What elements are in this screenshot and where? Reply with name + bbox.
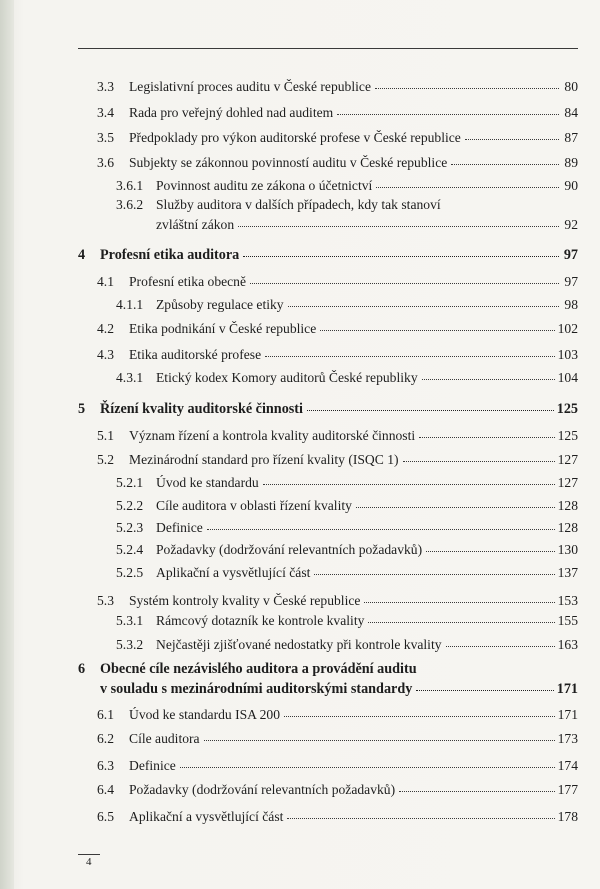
toc-entry-number: 5 (78, 401, 86, 417)
toc-entry-number: 5.2.1 (116, 475, 144, 490)
toc-entry-title: Požadavky (dodržování relevantních požadavků) (156, 542, 423, 557)
toc-entry-number: 4.3 (97, 347, 114, 362)
toc-entry-number: 3.3 (97, 79, 114, 94)
toc-leader-dots (356, 496, 555, 508)
footer-rule (78, 854, 100, 855)
toc-entry-number: 6.2 (97, 731, 114, 746)
toc-entry-page: 130 (557, 542, 578, 557)
toc-entry-title: Systém kontroly kvality v České republice (129, 593, 361, 608)
toc-entry-number: 4.1 (97, 274, 114, 289)
toc-entry-title: Obecné cíle nezávislého auditora a provádění auditu (100, 661, 417, 677)
toc-leader-dots (243, 245, 559, 257)
toc-entry-page: 98 (564, 297, 578, 312)
toc-leader-dots (419, 426, 554, 438)
toc-entry-page: 155 (557, 613, 578, 628)
toc-leader-dots (204, 729, 555, 741)
toc-leader-dots (337, 103, 559, 115)
toc-entry-number: 6.5 (97, 809, 114, 824)
toc-entry-number: 4.2 (97, 321, 114, 336)
toc-entry-page: 104 (557, 370, 578, 385)
toc-entry-number: 5.2.3 (116, 520, 144, 535)
toc-entry-page: 137 (557, 565, 578, 580)
toc-entry-page: 103 (557, 347, 578, 362)
toc-entry-page: 97 (564, 274, 578, 289)
toc-entry-number: 5.3.1 (116, 613, 144, 628)
toc-leader-dots (376, 176, 559, 188)
toc-entry-title: Etika podnikání v České republice (129, 321, 317, 336)
toc-entry-title: Etika auditorské profese (129, 347, 262, 362)
toc-entry-number: 5.2.5 (116, 565, 144, 580)
toc-leader-dots (263, 473, 555, 485)
toc-entry-title: Úvod ke standardu (156, 475, 259, 490)
toc-leader-dots (288, 295, 559, 307)
toc-entry-title: Povinnost auditu ze zákona o účetnictví (156, 178, 373, 193)
toc-entry-title: Etický kodex Komory auditorů České republiky (156, 370, 418, 385)
toc-leader-dots (207, 518, 555, 530)
toc-entry-page: 171 (556, 681, 578, 697)
toc-entry-number: 4.1.1 (116, 297, 144, 312)
toc-entry-title-continued: zvláštní zákon (156, 217, 235, 232)
toc-entry-title: Aplikační a vysvětlující část (129, 809, 284, 824)
toc-entry-title: Úvod ke standardu ISA 200 (129, 707, 281, 722)
toc-leader-dots (364, 591, 554, 603)
toc-entry-page: 92 (564, 217, 578, 232)
toc-entry-page: 128 (557, 498, 578, 513)
toc-leader-dots (314, 563, 554, 575)
toc-entry-title: Aplikační a vysvětlující část (156, 565, 311, 580)
toc-entry-title: Profesní etika obecně (129, 274, 247, 289)
toc-entry-page: 80 (564, 79, 578, 94)
toc-leader-dots (446, 635, 555, 647)
toc-leader-dots (375, 77, 559, 89)
toc-entry-page: 173 (557, 731, 578, 746)
toc-entry-title: Cíle auditora (129, 731, 200, 746)
toc-entry-page: 178 (557, 809, 578, 824)
toc-entry-page: 177 (557, 782, 578, 797)
toc-leader-dots (265, 345, 554, 357)
toc-entry-page: 89 (564, 155, 578, 170)
toc-leader-dots (238, 215, 559, 227)
toc-entry-page: 127 (557, 475, 578, 490)
toc-entry-page: 174 (557, 758, 578, 773)
toc-entry-number: 5.2.4 (116, 542, 144, 557)
toc-entry-title: Legislativní proces auditu v České republice (129, 79, 371, 94)
toc-entry-number: 6.1 (97, 707, 114, 722)
toc-entry-title: Předpoklady pro výkon auditorské profese v České republice (129, 130, 461, 145)
toc-leader-dots (180, 756, 555, 768)
toc-entry-number: 3.6.2 (116, 197, 144, 212)
toc-entry-number: 3.5 (97, 130, 114, 145)
toc-entry-title-continued: v souladu s mezinárodními auditorskými standardy (100, 681, 413, 697)
toc-entry-number: 3.6.1 (116, 178, 144, 193)
toc-entry-page: 125 (556, 401, 578, 417)
toc-entry-page: 171 (557, 707, 578, 722)
toc-entry-title: Rada pro veřejný dohled nad auditem (129, 105, 334, 120)
toc-entry-number: 3.4 (97, 105, 114, 120)
toc-entry-page: 153 (557, 593, 578, 608)
toc-entry-title: Požadavky (dodržování relevantních požadavků) (129, 782, 396, 797)
toc-entry-title: Mezinárodní standard pro řízení kvality (ISQC 1) (129, 452, 399, 467)
toc-leader-dots (465, 128, 559, 140)
toc-leader-dots (368, 611, 554, 623)
toc-entry-page: 125 (557, 428, 578, 443)
toc-entry-number: 6.3 (97, 758, 114, 773)
toc-entry-title: Definice (156, 520, 203, 535)
toc-leader-dots (416, 679, 553, 691)
toc-leader-dots (287, 807, 554, 819)
toc-entry-number: 5.2 (97, 452, 114, 467)
toc-entry-page: 97 (563, 247, 578, 263)
page-binding-edge (0, 0, 14, 889)
toc-entry-page: 163 (557, 637, 578, 652)
toc-leader-dots (320, 319, 554, 331)
toc-entry-page: 90 (564, 178, 578, 193)
toc-entry-title: Cíle auditora v oblasti řízení kvality (156, 498, 352, 513)
toc-leader-dots (399, 780, 555, 792)
toc-entry-number: 6.4 (97, 782, 114, 797)
footer-page-number: 4 (86, 856, 92, 868)
toc-leader-dots (451, 153, 559, 165)
toc-entry-title: Řízení kvality auditorské činnosti (100, 401, 303, 417)
toc-leader-dots (426, 540, 555, 552)
toc-entry-title: Význam řízení a kontrola kvality auditorské činnosti (129, 428, 416, 443)
toc-entry-page: 128 (557, 520, 578, 535)
toc-entry-title: Způsoby regulace etiky (156, 297, 284, 312)
toc-entry-title: Služby auditora v dalších případech, kdy tak stanoví (156, 197, 441, 212)
toc-entry-page: 102 (557, 321, 578, 336)
toc-entry-number: 3.6 (97, 155, 114, 170)
header-rule (78, 48, 578, 49)
toc-entry-title: Definice (129, 758, 176, 773)
toc-entry-title: Profesní etika auditora (100, 247, 240, 263)
toc-entry-number: 5.3 (97, 593, 114, 608)
toc-entry-number: 5.1 (97, 428, 114, 443)
toc-entry-number: 5.3.2 (116, 637, 144, 652)
toc-entry-number: 5.2.2 (116, 498, 144, 513)
toc-entry-title: Subjekty se zákonnou povinností auditu v České republice (129, 155, 448, 170)
toc-entry-number: 6 (78, 661, 86, 677)
toc-entry-page: 84 (564, 105, 578, 120)
toc-entry-page: 87 (564, 130, 578, 145)
toc-leader-dots (403, 450, 555, 462)
toc-entry-page: 127 (557, 452, 578, 467)
toc-leader-dots (422, 368, 555, 380)
toc-leader-dots (284, 705, 555, 717)
toc-leader-dots (307, 399, 554, 411)
toc-entry-number: 4.3.1 (116, 370, 144, 385)
toc-entry-number: 4 (78, 247, 86, 263)
toc-entry-title: Nejčastěji zjišťované nedostatky při kontrole kvality (156, 637, 442, 652)
toc-leader-dots (250, 272, 559, 284)
toc-entry-title: Rámcový dotazník ke kontrole kvality (156, 613, 365, 628)
